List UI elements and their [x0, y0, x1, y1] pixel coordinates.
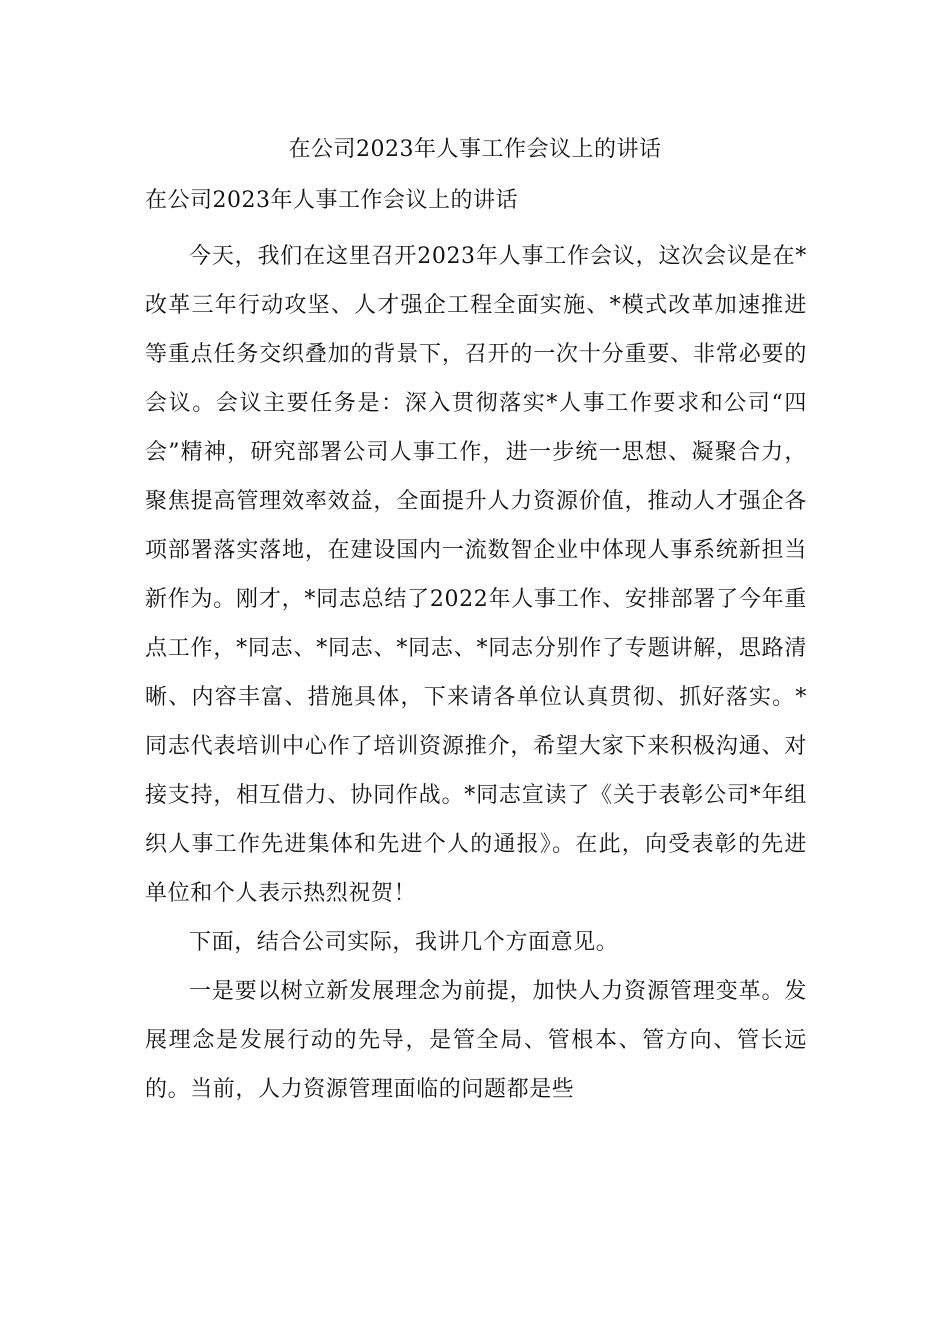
- document-title: 在公司2023年人事工作会议上的讲话: [288, 137, 662, 162]
- document-body: [145, 232, 807, 1114]
- document-subtitle: 在公司2023年人事工作会议上的讲话: [145, 188, 518, 213]
- paragraph-opening: 今天，我们在这里召开2023年人事工作会议，这次会议是在*改革三年行动攻坚、人才强企工程全面实施、*模式改革加速推进等重点任务交织叠加的背景下，召开的一次十分重要、非常必要的会议。会议主要任务是：深入贯彻落实*人事工作要求和公司“四会”精神，研究部署公司人事工作，进一步统一思想、凝聚合力，聚焦提高管理效率效益，全面提升人力资源价值，推动人才强企各项部署落实落地，在建设国内一流数智企业中体现人事系统新担当新作为。刚才，*同志总结了2022年人事工作、安排部署了今年重点工作，*同志、*同志、*同志、*同志分别作了专题讲解，思路清晰、内容丰富、措施具体，下来请各单位认真贯彻、抓好落实。*同志代表培训中心作了培训资源推介，希望大家下来积极沟通、对接支持，相互借力、协同作战。*同志宣读了《关于表彰公司*年组织人事工作先进集体和先进个人的通报》。在此，向受表彰的先进单位和个人表示热烈祝贺！: [145, 244, 807, 906]
- paragraph-transition: 下面，结合公司实际，我讲几个方面意见。: [189, 930, 619, 955]
- paragraph-point-one: 一是要以树立新发展理念为前提，加快人力资源管理变革。发展理念是发展行动的先导，是管全局、管根本、管方向、管长远的。当前，人力资源管理面临的问题都是些: [145, 979, 807, 1102]
